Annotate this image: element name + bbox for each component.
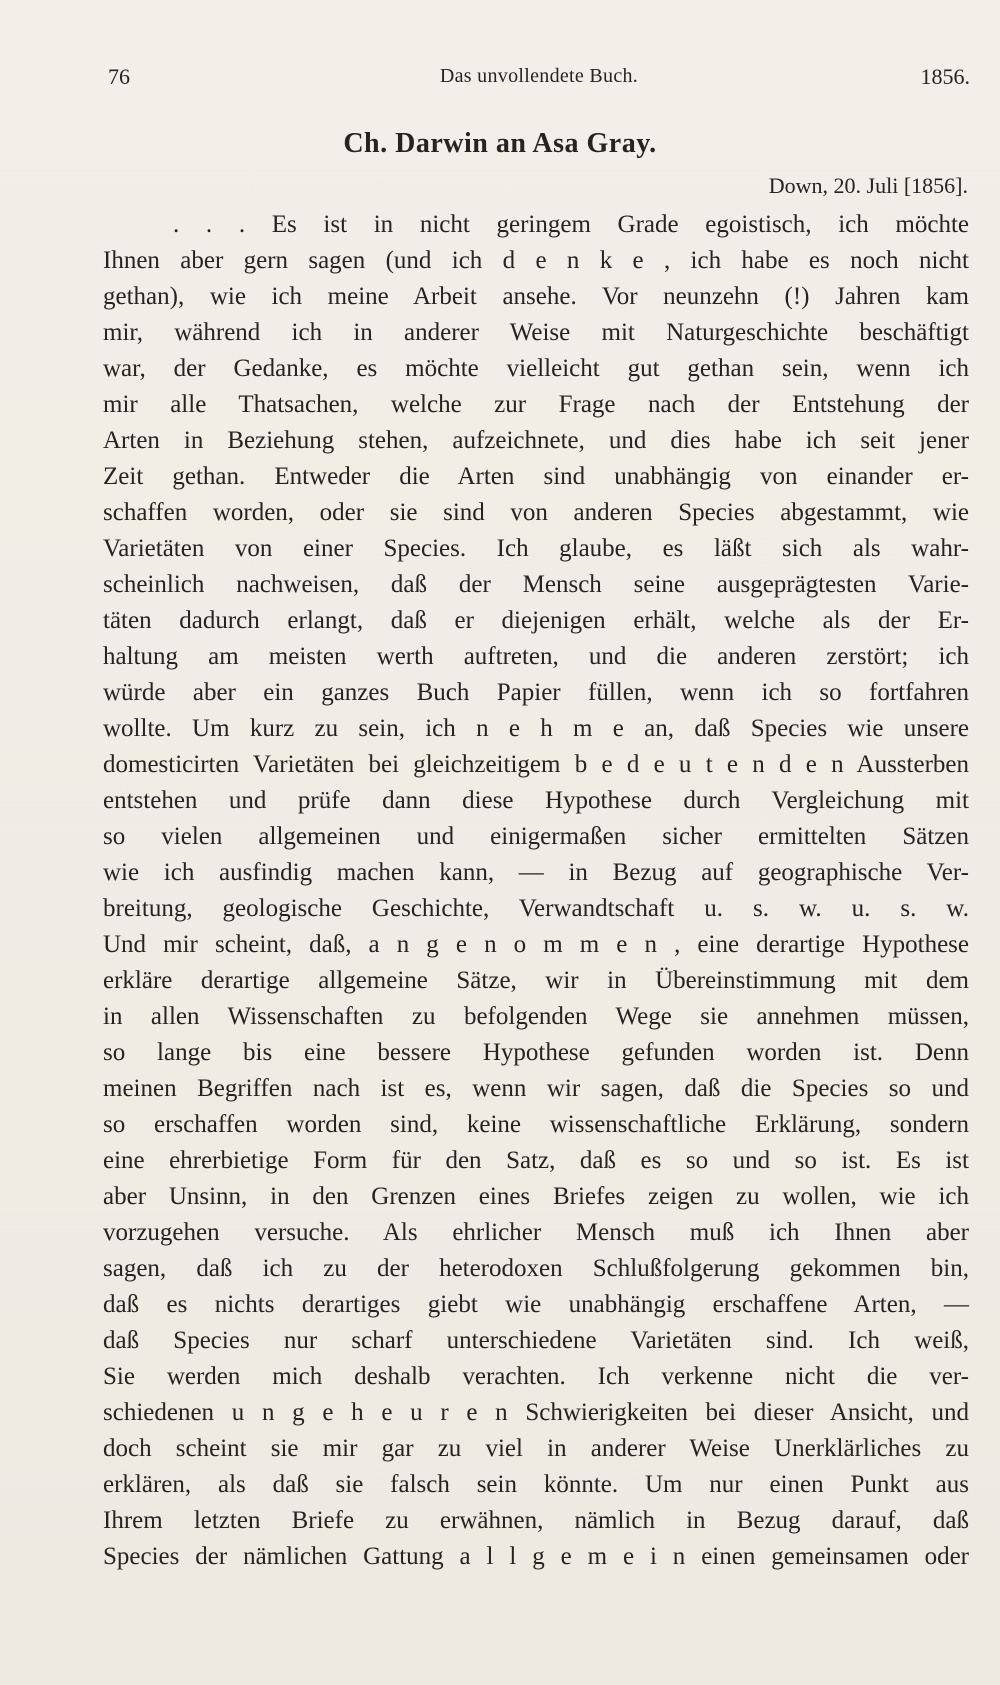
text-line: breitung, geologische Geschichte, Verwandtschaft u. s. w. u. s. w. [103,895,969,922]
page-header [108,64,970,94]
text-line: Ihrem letzten Briefe zu erwähnen, nämlich in Bezug darauf, daß [103,1507,969,1534]
text-line: . . . Es ist in nicht geringem Grade egoistisch, ich möchte [173,211,969,238]
text-line: täten dadurch erlangt, daß er diejenigen erhält, welche als der Er- [103,607,969,634]
text-line: meinen Begriffen nach ist es, wenn wir sagen, daß die Species so und [103,1075,969,1102]
text-line: sagen, daß ich zu der heterodoxen Schlußfolgerung gekommen bin, [103,1255,969,1282]
text-line: wie ich ausfindig machen kann, — in Bezug auf geographische Ver- [103,859,969,886]
text-line: doch scheint sie mir gar zu viel in anderer Weise Unerklärliches zu [103,1435,969,1462]
text-line: Sie werden mich deshalb verachten. Ich verkenne nicht die ver- [103,1363,969,1390]
text-line: würde aber ein ganzes Buch Papier füllen, wenn ich so fortfahren [103,679,969,706]
text-line: war, der Gedanke, es möchte vielleicht gut gethan sein, wenn ich [103,355,969,382]
text-line: domesticirten Varietäten bei gleichzeitigem b e d e u t e n d e n Aussterben [103,751,969,778]
text-line: haltung am meisten werth auftreten, und die anderen zerstört; ich [103,643,969,670]
text-line: Ihnen aber gern sagen (und ich d e n k e , ich habe es noch nicht [103,247,969,274]
running-title: Das unvollendete Buch. [439,65,639,87]
letter-dateline: Down, 20. Juli [1856]. [768,173,968,198]
page-number: 76 [108,64,130,89]
text-line: gethan), wie ich meine Arbeit ansehe. Vor neunzehn (!) Jahren kam [103,283,969,310]
text-line: Und mir scheint, daß, a n g e n o m m e n , eine derartige Hypothese [103,931,969,958]
text-line: so vielen allgemeinen und einigermaßen sicher ermittelten Sätzen [103,823,969,850]
letter-title: Ch. Darwin an Asa Gray. [343,128,657,159]
text-line: mir alle Thatsachen, welche zur Frage nach der Entstehung der [103,391,969,418]
letter-body [103,207,969,1575]
text-line: mir, während ich in anderer Weise mit Naturgeschichte beschäftigt [103,319,969,346]
text-line: erkläre derartige allgemeine Sätze, wir in Übereinstimmung mit dem [103,967,969,994]
text-line: eine ehrerbietige Form für den Satz, daß es so und so ist. Es ist [103,1147,969,1174]
text-line: vorzugehen versuche. Als ehrlicher Mensch muß ich Ihnen aber [103,1219,969,1246]
text-line: Arten in Beziehung stehen, aufzeichnete, und dies habe ich seit jener [103,427,969,454]
text-line: Zeit gethan. Entweder die Arten sind unabhängig von einander er- [103,463,969,490]
text-line: so lange bis eine bessere Hypothese gefunden worden ist. Denn [103,1039,969,1066]
text-line: Species der nämlichen Gattung a l l g e m e i n einen gemeinsamen oder [103,1543,969,1570]
header-year: 1856. [920,64,970,89]
text-line: entstehen und prüfe dann diese Hypothese durch Vergleichung mit [103,787,969,814]
text-line: aber Unsinn, in den Grenzen eines Briefes zeigen zu wollen, wie ich [103,1183,969,1210]
text-line: schaffen worden, oder sie sind von anderen Species abgestammt, wie [103,499,969,526]
text-line: scheinlich nachweisen, daß der Mensch seine ausgeprägtesten Varie- [103,571,969,598]
text-line: daß es nichts derartiges giebt wie unabhängig erschaffene Arten, — [103,1291,969,1318]
text-line: so erschaffen worden sind, keine wissenschaftliche Erklärung, sondern [103,1111,969,1138]
text-line: Varietäten von einer Species. Ich glaube, es läßt sich als wahr- [103,535,969,562]
text-line: erklären, als daß sie falsch sein könnte. Um nur einen Punkt aus [103,1471,969,1498]
text-line: schiedenen u n g e h e u r e n Schwierigkeiten bei dieser Ansicht, und [103,1399,969,1426]
text-line: wollte. Um kurz zu sein, ich n e h m e an, daß Species wie unsere [103,715,969,742]
text-line: daß Species nur scharf unterschiedene Varietäten sind. Ich weiß, [103,1327,969,1354]
text-line: in allen Wissenschaften zu befolgenden Wege sie annehmen müssen, [103,1003,969,1030]
